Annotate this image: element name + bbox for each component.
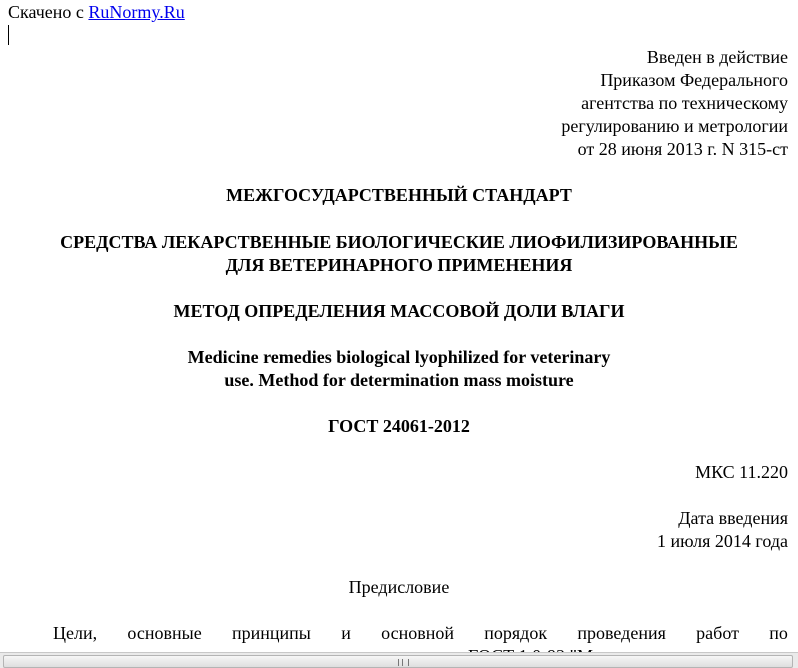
download-source-line bbox=[8, 1, 185, 24]
paragraph-word: Цели, bbox=[53, 623, 98, 643]
paragraph-word: основной bbox=[381, 623, 454, 643]
paragraph-word: работ bbox=[696, 623, 739, 643]
mks-code: МКС 11.220 bbox=[695, 462, 788, 482]
runormy-link[interactable]: RuNormy.Ru bbox=[88, 2, 185, 22]
english-title-line-1: Medicine remedies biological lyophilized for veterinary bbox=[187, 347, 611, 367]
preface-heading: Предисловие bbox=[348, 577, 450, 597]
paragraph-word: основные bbox=[127, 623, 202, 643]
scrollbar-grip-icon bbox=[398, 659, 409, 666]
approval-line: Приказом Федерального bbox=[600, 70, 788, 90]
paragraph-word: и bbox=[341, 623, 351, 643]
paragraph-word: по bbox=[769, 623, 788, 643]
approval-line: Введен в действие bbox=[646, 47, 788, 67]
method-heading: МЕТОД ОПРЕДЕЛЕНИЯ МАССОВОЙ ДОЛИ ВЛАГИ bbox=[173, 301, 625, 321]
horizontal-scrollbar[interactable] bbox=[0, 652, 798, 668]
approval-line: агентства по техническому bbox=[581, 93, 788, 113]
title-line-1: СРЕДСТВА ЛЕКАРСТВЕННЫЕ БИОЛОГИЧЕСКИЕ ЛИОФИЛИЗИРОВАННЫЕ bbox=[60, 232, 738, 252]
download-prefix: Скачено с bbox=[8, 2, 84, 22]
approval-line: регулированию и метрологии bbox=[561, 116, 788, 136]
paragraph-word: порядок bbox=[484, 623, 548, 643]
title-line-2: ДЛЯ ВЕТЕРИНАРНОГО ПРИМЕНЕНИЯ bbox=[225, 255, 573, 275]
gost-number: ГОСТ 24061-2012 bbox=[328, 416, 470, 436]
english-title-line-2: use. Method for determination mass moisture bbox=[224, 370, 574, 390]
intro-date-block bbox=[657, 507, 788, 553]
approval-line: от 28 июня 2013 г. N 315-ст bbox=[577, 139, 788, 159]
standard-type-heading: МЕЖГОСУДАРСТВЕННЫЙ СТАНДАРТ bbox=[226, 185, 572, 205]
scrollbar-thumb[interactable] bbox=[3, 655, 793, 668]
approval-block bbox=[561, 46, 788, 161]
paragraph-word: принципы bbox=[232, 623, 311, 643]
intro-date-value: 1 июля 2014 года bbox=[657, 531, 788, 551]
text-cursor bbox=[8, 25, 9, 45]
intro-date-label: Дата введения bbox=[678, 508, 788, 528]
preface-paragraph-line bbox=[53, 622, 788, 645]
paragraph-word: проведения bbox=[577, 623, 666, 643]
